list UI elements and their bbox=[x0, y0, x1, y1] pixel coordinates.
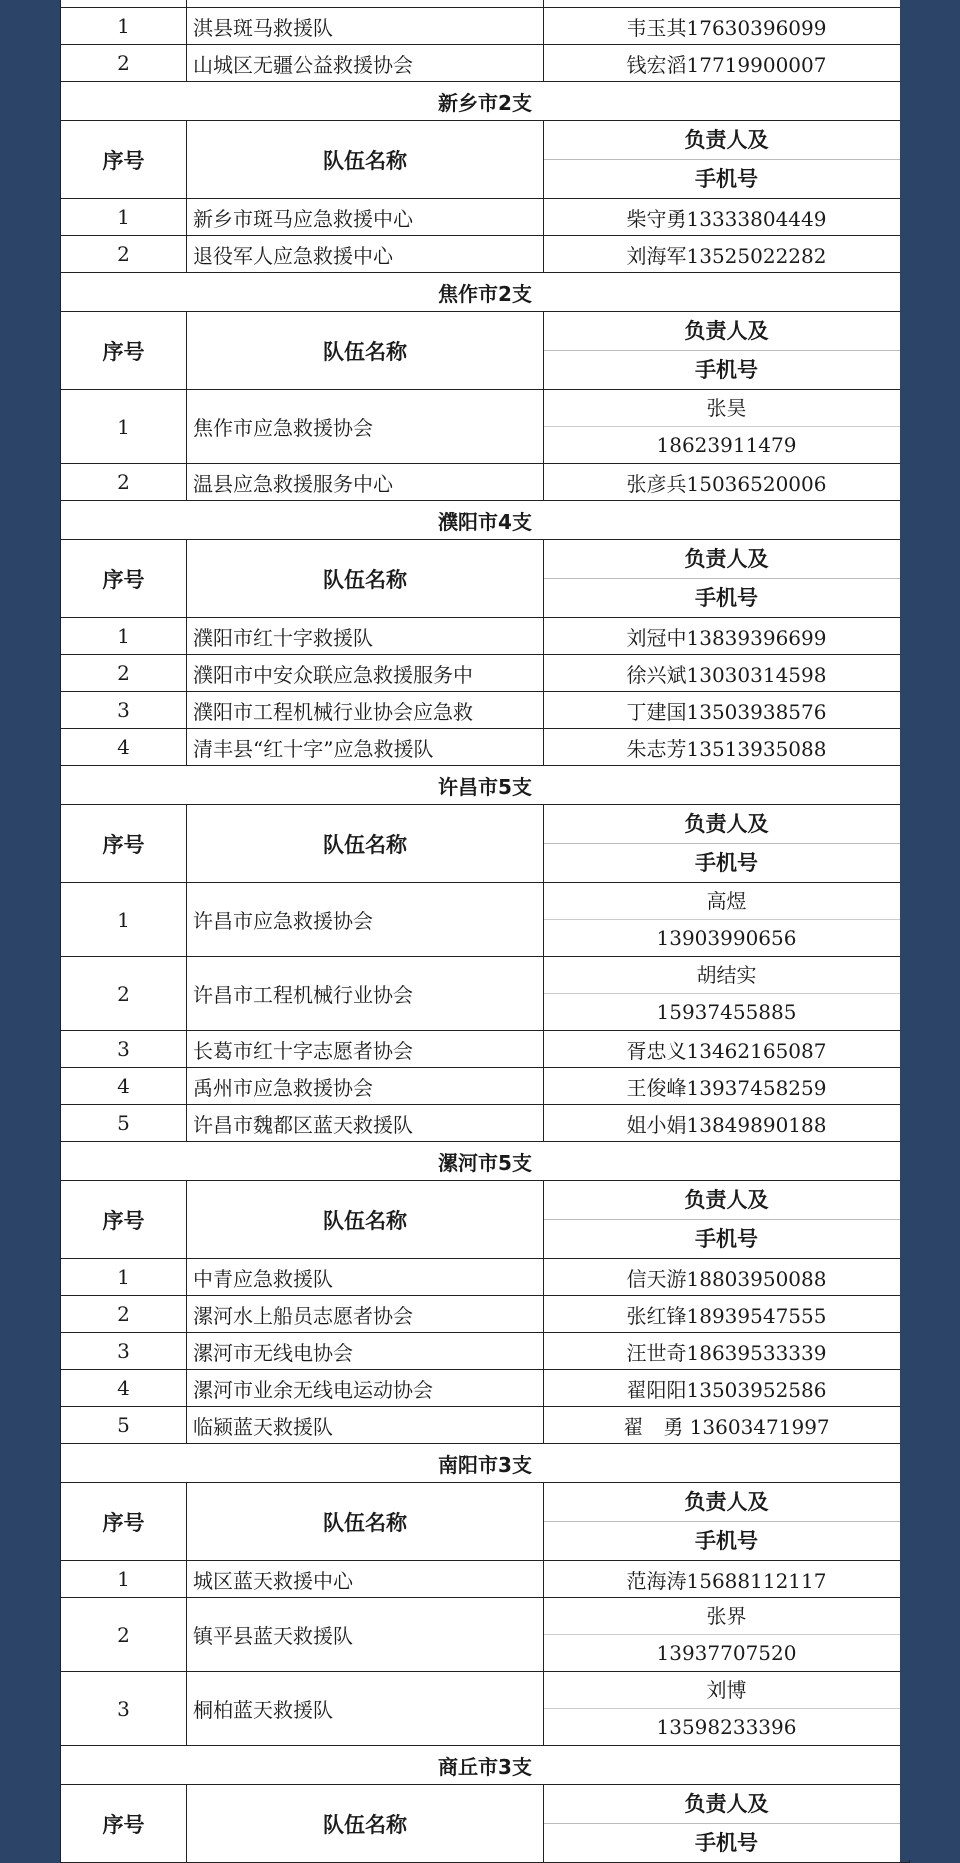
table-row bbox=[61, 692, 910, 729]
table-row bbox=[61, 199, 910, 236]
table-row bbox=[61, 655, 910, 692]
row-no: 2 bbox=[61, 464, 187, 501]
team-name: 漯河市业余无线电运动协会 bbox=[187, 1370, 544, 1407]
header-team-name: 队伍名称 bbox=[187, 540, 544, 618]
row-no: 2 bbox=[61, 1598, 187, 1672]
header-cell-no bbox=[61, 0, 187, 8]
row-no: 4 bbox=[61, 729, 187, 766]
city-section-title: 新乡市2支 bbox=[61, 82, 910, 121]
contact-info: 徐兴斌13030314598 bbox=[544, 655, 910, 692]
row-no: 4 bbox=[61, 1370, 187, 1407]
header-team-name: 队伍名称 bbox=[187, 312, 544, 390]
row-no: 2 bbox=[61, 236, 187, 273]
header-contact-line2: 手机号 bbox=[695, 167, 758, 191]
row-no: 1 bbox=[61, 1561, 187, 1598]
city-section-row bbox=[61, 1444, 910, 1483]
row-no: 3 bbox=[61, 692, 187, 729]
header-contact-stack bbox=[544, 312, 909, 389]
team-name: 濮阳市工程机械行业协会应急救 bbox=[187, 692, 544, 729]
header-contact-line1: 负责人及 bbox=[544, 540, 909, 579]
row-no: 2 bbox=[61, 45, 187, 82]
contact-person: 刘博 bbox=[544, 1672, 909, 1709]
table-row bbox=[61, 729, 910, 766]
header-contact-line2: 手机号 bbox=[695, 358, 758, 382]
table-row bbox=[61, 618, 910, 655]
table-row bbox=[61, 1561, 910, 1598]
header-contact-stack bbox=[544, 1483, 909, 1560]
column-header-row bbox=[61, 1181, 910, 1259]
header-no: 序号 bbox=[61, 312, 187, 390]
table-row bbox=[61, 883, 910, 957]
table-row bbox=[61, 1672, 910, 1746]
table-row bbox=[61, 1370, 910, 1407]
contact-phone: 13903990656 bbox=[656, 926, 797, 950]
city-section-title: 濮阳市4支 bbox=[61, 501, 910, 540]
table-row bbox=[61, 1598, 910, 1672]
column-header-row bbox=[61, 805, 910, 883]
header-no: 序号 bbox=[61, 121, 187, 199]
header-contact-stack bbox=[544, 805, 909, 882]
team-name: 新乡市斑马应急救援中心 bbox=[187, 199, 544, 236]
team-name: 许昌市应急救援协会 bbox=[187, 883, 544, 957]
contact-info: 韦玉其17630396099 bbox=[544, 8, 910, 45]
table-row bbox=[61, 1407, 910, 1444]
contact-stack bbox=[544, 1672, 909, 1745]
table-row bbox=[61, 236, 910, 273]
city-section-row bbox=[61, 273, 910, 312]
contact-stack bbox=[544, 883, 909, 956]
rescue-team-table bbox=[60, 0, 910, 1863]
team-name: 温县应急救援服务中心 bbox=[187, 464, 544, 501]
contact-info: 柴守勇13333804449 bbox=[544, 199, 910, 236]
header-team-name: 队伍名称 bbox=[187, 1483, 544, 1561]
header-contact-line1: 负责人及 bbox=[544, 1181, 909, 1220]
row-no: 2 bbox=[61, 1296, 187, 1333]
header-contact-line2: 手机号 bbox=[695, 851, 758, 875]
contact-info: 丁建国13503938576 bbox=[544, 692, 910, 729]
header-team-name: 队伍名称 bbox=[187, 121, 544, 199]
contact-info bbox=[544, 1672, 910, 1746]
contact-info: 胥忠义13462165087 bbox=[544, 1031, 910, 1068]
row-no: 1 bbox=[61, 199, 187, 236]
team-name: 漯河水上船员志愿者协会 bbox=[187, 1296, 544, 1333]
column-header-row bbox=[61, 121, 910, 199]
row-no: 5 bbox=[61, 1407, 187, 1444]
header-contact bbox=[544, 805, 910, 883]
header-contact-line2: 手机号 bbox=[695, 586, 758, 610]
team-name: 许昌市工程机械行业协会 bbox=[187, 957, 544, 1031]
contact-stack bbox=[544, 390, 909, 463]
row-no: 1 bbox=[61, 618, 187, 655]
contact-info: 翟阳阳13503952586 bbox=[544, 1370, 910, 1407]
team-name: 清丰县“红十字”应急救援队 bbox=[187, 729, 544, 766]
header-no: 序号 bbox=[61, 805, 187, 883]
contact-person: 张昊 bbox=[544, 390, 909, 427]
row-no: 3 bbox=[61, 1031, 187, 1068]
team-name: 许昌市魏都区蓝天救援队 bbox=[187, 1105, 544, 1142]
contact-info bbox=[544, 390, 910, 464]
team-name: 临颍蓝天救援队 bbox=[187, 1407, 544, 1444]
city-section-title: 许昌市5支 bbox=[61, 766, 910, 805]
table-row bbox=[61, 45, 910, 82]
row-no: 3 bbox=[61, 1333, 187, 1370]
row-no: 4 bbox=[61, 1068, 187, 1105]
header-no: 序号 bbox=[61, 1785, 187, 1863]
row-no: 3 bbox=[61, 1672, 187, 1746]
header-contact bbox=[544, 121, 910, 199]
contact-info: 汪世奇18639533339 bbox=[544, 1333, 910, 1370]
row-no: 1 bbox=[61, 883, 187, 957]
contact-info: 信天游18803950088 bbox=[544, 1259, 910, 1296]
city-section-title: 南阳市3支 bbox=[61, 1444, 910, 1483]
header-contact bbox=[544, 540, 910, 618]
table-row bbox=[61, 1296, 910, 1333]
header-cell-name bbox=[187, 0, 544, 8]
table-row bbox=[61, 464, 910, 501]
contact-info bbox=[544, 957, 910, 1031]
city-section-title: 漯河市5支 bbox=[61, 1142, 910, 1181]
table-row bbox=[61, 1333, 910, 1370]
header-contact-line2: 手机号 bbox=[695, 1227, 758, 1251]
partial-header-row bbox=[61, 0, 910, 8]
team-name: 濮阳市中安众联应急救援服务中 bbox=[187, 655, 544, 692]
contact-phone: 18623911479 bbox=[656, 433, 797, 457]
table-row bbox=[61, 1031, 910, 1068]
team-name: 退役军人应急救援中心 bbox=[187, 236, 544, 273]
table-row bbox=[61, 390, 910, 464]
contact-info: 钱宏滔17719900007 bbox=[544, 45, 910, 82]
contact-info: 刘冠中13839396699 bbox=[544, 618, 910, 655]
header-no: 序号 bbox=[61, 1181, 187, 1259]
header-team-name: 队伍名称 bbox=[187, 805, 544, 883]
team-name: 禹州市应急救援协会 bbox=[187, 1068, 544, 1105]
contact-stack bbox=[544, 957, 909, 1030]
header-contact-stack bbox=[544, 1785, 909, 1862]
row-no: 1 bbox=[61, 1259, 187, 1296]
header-team-name: 队伍名称 bbox=[187, 1785, 544, 1863]
team-table-sheet bbox=[60, 0, 900, 1863]
contact-phone: 15937455885 bbox=[656, 1000, 797, 1024]
row-no: 5 bbox=[61, 1105, 187, 1142]
contact-info bbox=[544, 1598, 910, 1672]
team-name: 漯河市无线电协会 bbox=[187, 1333, 544, 1370]
team-name: 焦作市应急救援协会 bbox=[187, 390, 544, 464]
contact-info: 王俊峰13937458259 bbox=[544, 1068, 910, 1105]
team-name: 山城区无疆公益救援协会 bbox=[187, 45, 544, 82]
contact-info: 翟 勇 13603471997 bbox=[544, 1407, 910, 1444]
header-contact-stack bbox=[544, 540, 909, 617]
row-no: 1 bbox=[61, 8, 187, 45]
team-name: 濮阳市红十字救援队 bbox=[187, 618, 544, 655]
contact-info: 张彦兵15036520006 bbox=[544, 464, 910, 501]
header-no: 序号 bbox=[61, 540, 187, 618]
contact-person: 胡结实 bbox=[544, 957, 909, 994]
contact-info: 张红锋18939547555 bbox=[544, 1296, 910, 1333]
header-contact-line1: 负责人及 bbox=[544, 312, 909, 351]
row-no: 1 bbox=[61, 390, 187, 464]
row-no: 2 bbox=[61, 655, 187, 692]
contact-person: 高煜 bbox=[544, 883, 909, 920]
contact-info: 刘海军13525022282 bbox=[544, 236, 910, 273]
team-name: 淇县斑马救援队 bbox=[187, 8, 544, 45]
city-section-row bbox=[61, 501, 910, 540]
header-no: 序号 bbox=[61, 1483, 187, 1561]
table-row bbox=[61, 1105, 910, 1142]
city-section-row bbox=[61, 82, 910, 121]
column-header-row bbox=[61, 312, 910, 390]
column-header-row bbox=[61, 1785, 910, 1863]
team-name: 中青应急救援队 bbox=[187, 1259, 544, 1296]
header-contact-line2: 手机号 bbox=[695, 1529, 758, 1553]
header-contact bbox=[544, 1483, 910, 1561]
contact-info bbox=[544, 883, 910, 957]
table-row bbox=[61, 1259, 910, 1296]
table-body bbox=[61, 0, 910, 1863]
header-contact-line1: 负责人及 bbox=[544, 1483, 909, 1522]
column-header-row bbox=[61, 540, 910, 618]
city-section-row bbox=[61, 766, 910, 805]
header-contact bbox=[544, 312, 910, 390]
header-team-name: 队伍名称 bbox=[187, 1181, 544, 1259]
contact-info: 朱志芳13513935088 bbox=[544, 729, 910, 766]
header-cell-contact-fragment bbox=[544, 0, 910, 8]
header-contact-line2: 手机号 bbox=[695, 1831, 758, 1855]
team-name: 镇平县蓝天救援队 bbox=[187, 1598, 544, 1672]
table-row bbox=[61, 8, 910, 45]
table-row bbox=[61, 1068, 910, 1105]
header-contact-line1: 负责人及 bbox=[544, 1785, 909, 1824]
contact-phone: 13937707520 bbox=[656, 1641, 797, 1665]
team-name: 桐柏蓝天救援队 bbox=[187, 1672, 544, 1746]
header-contact-stack bbox=[544, 121, 909, 198]
header-contact bbox=[544, 1181, 910, 1259]
header-contact-line1: 负责人及 bbox=[544, 805, 909, 844]
row-no: 2 bbox=[61, 957, 187, 1031]
contact-phone: 13598233396 bbox=[656, 1715, 797, 1739]
city-section-row bbox=[61, 1746, 910, 1785]
contact-person: 张界 bbox=[544, 1598, 909, 1635]
city-section-row bbox=[61, 1142, 910, 1181]
contact-stack bbox=[544, 1598, 909, 1671]
team-name: 长葛市红十字志愿者协会 bbox=[187, 1031, 544, 1068]
right-background-bar bbox=[900, 0, 960, 1860]
city-section-title: 焦作市2支 bbox=[61, 273, 910, 312]
team-name: 城区蓝天救援中心 bbox=[187, 1561, 544, 1598]
header-contact bbox=[544, 1785, 910, 1863]
header-contact-line1: 负责人及 bbox=[544, 121, 909, 160]
city-section-title: 商丘市3支 bbox=[61, 1746, 910, 1785]
table-row bbox=[61, 957, 910, 1031]
column-header-row bbox=[61, 1483, 910, 1561]
contact-info: 范海涛15688112117 bbox=[544, 1561, 910, 1598]
header-contact-stack bbox=[544, 1181, 909, 1258]
contact-info: 姐小娟13849890188 bbox=[544, 1105, 910, 1142]
